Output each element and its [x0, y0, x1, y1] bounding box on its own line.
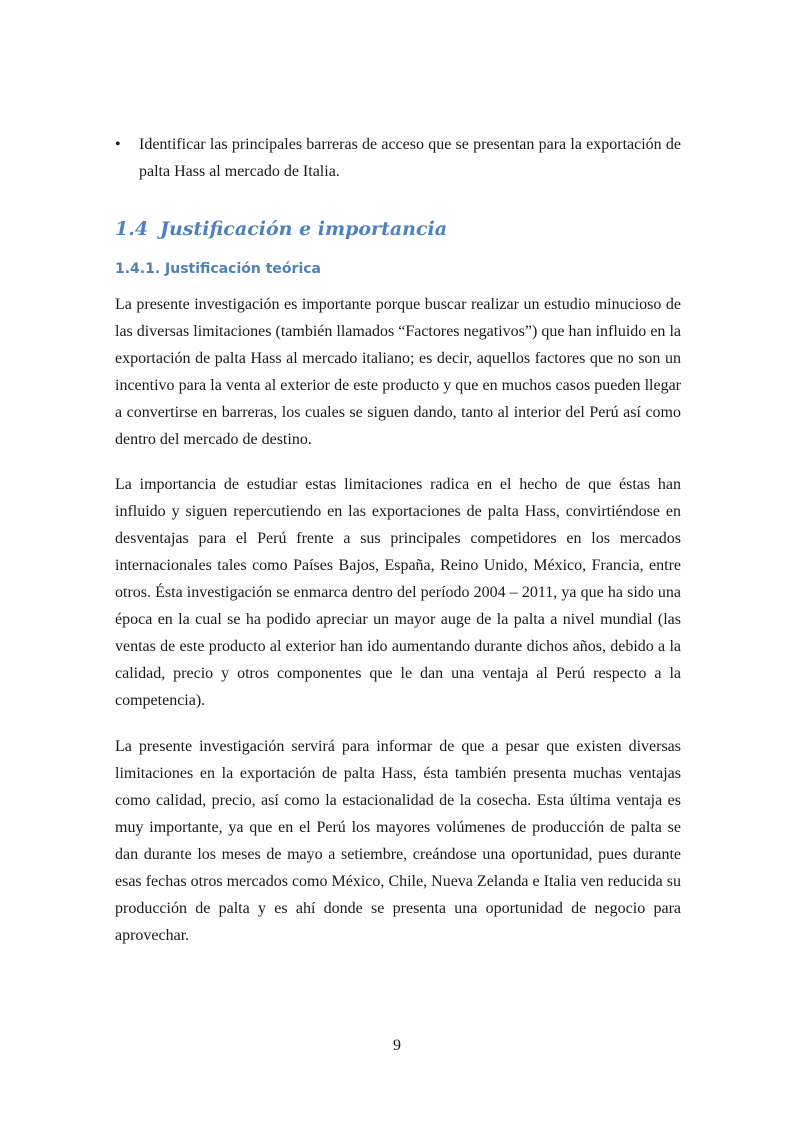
page-number: 9 [393, 1037, 401, 1054]
paragraph-1: La presente investigación es importante porque buscar realizar un estudio minucioso de las diversas limitaciones (también llamados “Factores negativos”) que han influido en la exportación de palta Hass al mercado italiano; es decir, aquellos factores que no son un incentivo para la venta al exterior de este producto y que en muchos casos pueden llegar a convertirse en barreras, los cuales se siguen dando, tanto al interior del Perú así como dentro del mercado de destino. [115, 296, 681, 448]
paragraph-2: La importancia de estudiar estas limitaciones radica en el hecho de que éstas han influido y siguen repercutiendo en las exportaciones de palta Hass, convirtiéndose en desventajas para el Perú frente a sus principales competidores en los mercados internacionales tales como Países Bajos, España, Reino Unido, México, Francia, entre otros. Ésta investigación se enmarca dentro del período 2004 – 2011, ya que ha sido una época en la cual se ha podido apreciar un mayor auge de la palta a nivel mundial (las ventas de este producto al exterior han ido aumentando durante dichos años, debido a la calidad, precio y otros componentes que le dan una ventaja al Perú respecto a la competencia). [115, 476, 681, 709]
subsection-heading: 1.4.1. Justificación teórica [115, 261, 321, 277]
section-number: 1.4 [115, 218, 149, 240]
paragraph-3: La presente investigación servirá para informar de que a pesar que existen diversas limitaciones en la exportación de palta Hass, ésta también presenta muchas ventajas como calidad, precio, así como la estacionalidad de la cosecha. Esta última ventaja es muy importante, ya que en el Perú los mayores volúmenes de producción de palta se dan durante los meses de mayo a setiembre, creándose una oportunidad, pues durante esas fechas otros mercados como México, Chile, Nueva Zelanda e Italia ven reducida su producción de palta y es ahí donde se presenta una oportunidad de negocio para aprovechar. [115, 738, 681, 944]
bullet-list-item [115, 131, 681, 185]
section-title: Justificación e importancia [160, 218, 448, 240]
bullet-icon: • [115, 136, 121, 153]
section-heading [115, 218, 447, 240]
bullet-text: Identificar las principales barreras de acceso que se presentan para la exportación de palta Hass al mercado de Italia. [139, 136, 681, 180]
